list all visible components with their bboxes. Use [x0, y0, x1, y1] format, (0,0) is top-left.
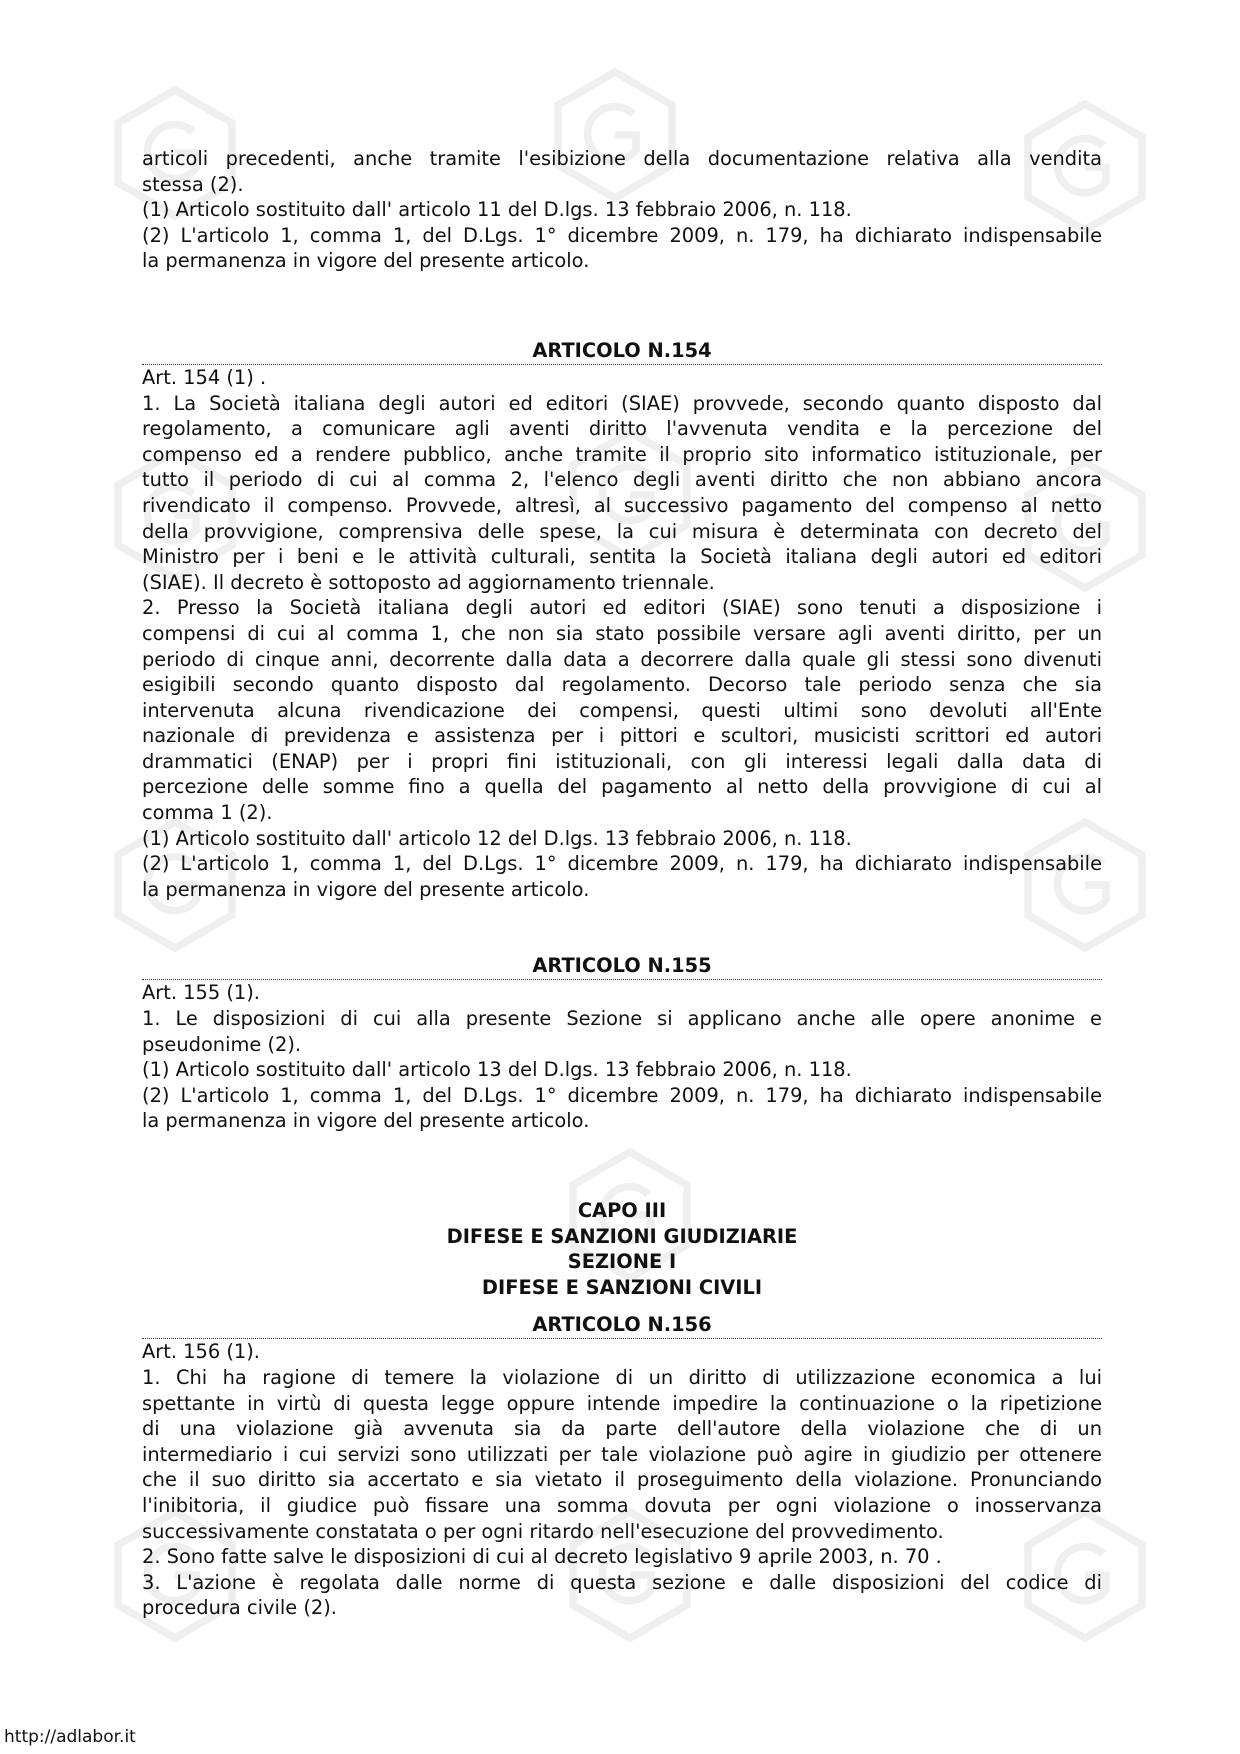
- text-line: compenso ed a rendere pubblico, anche tramite il proprio sito informatico istituzionale, per: [142, 442, 1102, 466]
- text-line: nazionale di previdenza e assistenza per i pittori e scultori, musicisti scrittori ed autori: [142, 724, 1102, 748]
- text-line: periodo di cinque anni, decorrente dalla data a decorrere dalla quale gli stessi sono divenuti: [142, 647, 1102, 671]
- article-heading: ARTICOLO N.155: [142, 953, 1102, 980]
- text-line: intermediario i cui servizi sono utilizzati per tale violazione può agire in giudizio per ottenere: [142, 1442, 1102, 1466]
- text-line: successivamente constatata o per ogni ritardo nell'esecuzione del provvedimento.: [142, 1519, 944, 1543]
- text-line: drammatici (ENAP) per i propri fini istituzionali, con gli interessi legali dalla data di: [142, 749, 1102, 773]
- text-line: compensi di cui al comma 1, che non sia stato possibile versare agli aventi diritto, per un: [142, 621, 1102, 645]
- text-line: della provvigione, comprensiva delle spese, la cui misura è determinata con decreto del: [142, 519, 1102, 543]
- article-154: [142, 338, 1102, 902]
- article-heading: ARTICOLO N.154: [142, 338, 1102, 365]
- footnote-line: (2) L'articolo 1, comma 1, del D.Lgs. 1° dicembre 2009, n. 179, ha dichiarato indispensabile: [142, 852, 1102, 876]
- text-line: esigibili secondo quanto disposto dal regolamento. Decorso tale periodo senza che sia: [142, 673, 1102, 697]
- text-line: (SIAE). Il decreto è sottoposto ad aggiornamento triennale.: [142, 570, 715, 594]
- text-line: Ministro per i beni e le attività culturali, sentita la Società italiana degli autori ed editori: [142, 545, 1102, 569]
- footnote-line: (1) Articolo sostituito dall' articolo 11 del D.lgs. 13 febbraio 2006, n. 118.: [142, 198, 852, 222]
- section-subtitle: DIFESE E SANZIONI CIVILI: [481, 1275, 763, 1299]
- document-body: [142, 146, 1102, 1621]
- footnote-line: la permanenza in vigore del presente articolo.: [142, 249, 590, 273]
- text-line: comma 1 (2).: [142, 801, 273, 825]
- text-line: 3. L'azione è regolata dalle norme di questa sezione e dalle disposizioni del codice di: [142, 1570, 1102, 1594]
- text-line: l'inibitoria, il giudice può fissare una somma dovuta per ogni violazione o inosservanza: [142, 1493, 1102, 1517]
- footnote-line: la permanenza in vigore del presente articolo.: [142, 877, 590, 901]
- article-label: Art. 156 (1).: [142, 1340, 260, 1364]
- text-line: regolamento, a comunicare agli aventi diritto l'avvenuta vendita e la percezione del: [142, 417, 1102, 441]
- text-line: procedura civile (2).: [142, 1596, 337, 1620]
- text-line: articoli precedenti, anche tramite l'esibizione della documentazione relativa alla vendita: [142, 147, 1102, 170]
- text-line: pseudonime (2).: [142, 1032, 302, 1056]
- text-line: intervenuta alcuna rivendicazione dei compensi, questi ultimi sono devoluti all'Ente: [142, 698, 1102, 722]
- footnote-line: (2) L'articolo 1, comma 1, del D.Lgs. 1° dicembre 2009, n. 179, ha dichiarato indispensabile: [142, 1083, 1102, 1107]
- text-line: 1. La Società italiana degli autori ed editori (SIAE) provvede, secondo quanto disposto dal: [142, 391, 1102, 415]
- footnote-line: (1) Articolo sostituito dall' articolo 12 del D.lgs. 13 febbraio 2006, n. 118.: [142, 826, 852, 850]
- text-line: tutto il periodo di cui al comma 2, l'elenco degli aventi diritto che non abbiano ancora: [142, 468, 1102, 492]
- footnote-line: la permanenza in vigore del presente articolo.: [142, 1109, 590, 1133]
- chapter-title: CAPO III: [577, 1199, 667, 1222]
- footer-link[interactable]: http://adlabor.it: [4, 1727, 136, 1747]
- text-line: spettante in virtù di questa legge oppure intende impedire la continuazione o la ripetizione: [142, 1391, 1102, 1415]
- chapter-heading: [142, 1198, 1102, 1300]
- text-line: 1. Le disposizioni di cui alla presente Sezione si applicano anche alle opere anonime e: [142, 1007, 1102, 1031]
- footnote-line: (1) Articolo sostituito dall' articolo 13 del D.lgs. 13 febbraio 2006, n. 118.: [142, 1058, 852, 1082]
- footnote-line: (2) L'articolo 1, comma 1, del D.Lgs. 1° dicembre 2009, n. 179, ha dichiarato indispensabile: [142, 223, 1102, 247]
- text-line: percezione delle somme fino a quella del pagamento al netto della provvigione di cui al: [142, 775, 1102, 799]
- article-label: Art. 155 (1).: [142, 981, 260, 1005]
- text-line: 2. Presso la Società italiana degli autori ed editori (SIAE) sono tenuti a disposizione i: [142, 596, 1102, 620]
- text-line: di una violazione già avvenuta sia da parte dell'autore della violazione che di un: [142, 1417, 1102, 1441]
- chapter-subtitle: DIFESE E SANZIONI GIUDIZIARIE: [446, 1224, 798, 1248]
- text-line: stessa (2).: [142, 172, 244, 196]
- section-title: SEZIONE I: [567, 1250, 677, 1274]
- text-line: 1. Chi ha ragione di temere la violazione di un diritto di utilizzazione economica a lui: [142, 1365, 1102, 1389]
- previous-article-tail: [142, 146, 1102, 274]
- article-heading: ARTICOLO N.156: [142, 1312, 1102, 1339]
- text-line: che il suo diritto sia accertato e sia vietato il proseguimento della violazione. Pronunciando: [142, 1468, 1102, 1492]
- text-line: 2. Sono fatte salve le disposizioni di cui al decreto legislativo 9 aprile 2003, n. 70 .: [142, 1545, 942, 1569]
- article-155: [142, 953, 1102, 1134]
- text-line: rivendicato il compenso. Provvede, altresì, al successivo pagamento del compenso al netto: [142, 493, 1102, 517]
- article-label: Art. 154 (1) .: [142, 365, 267, 389]
- article-156: [142, 1312, 1102, 1621]
